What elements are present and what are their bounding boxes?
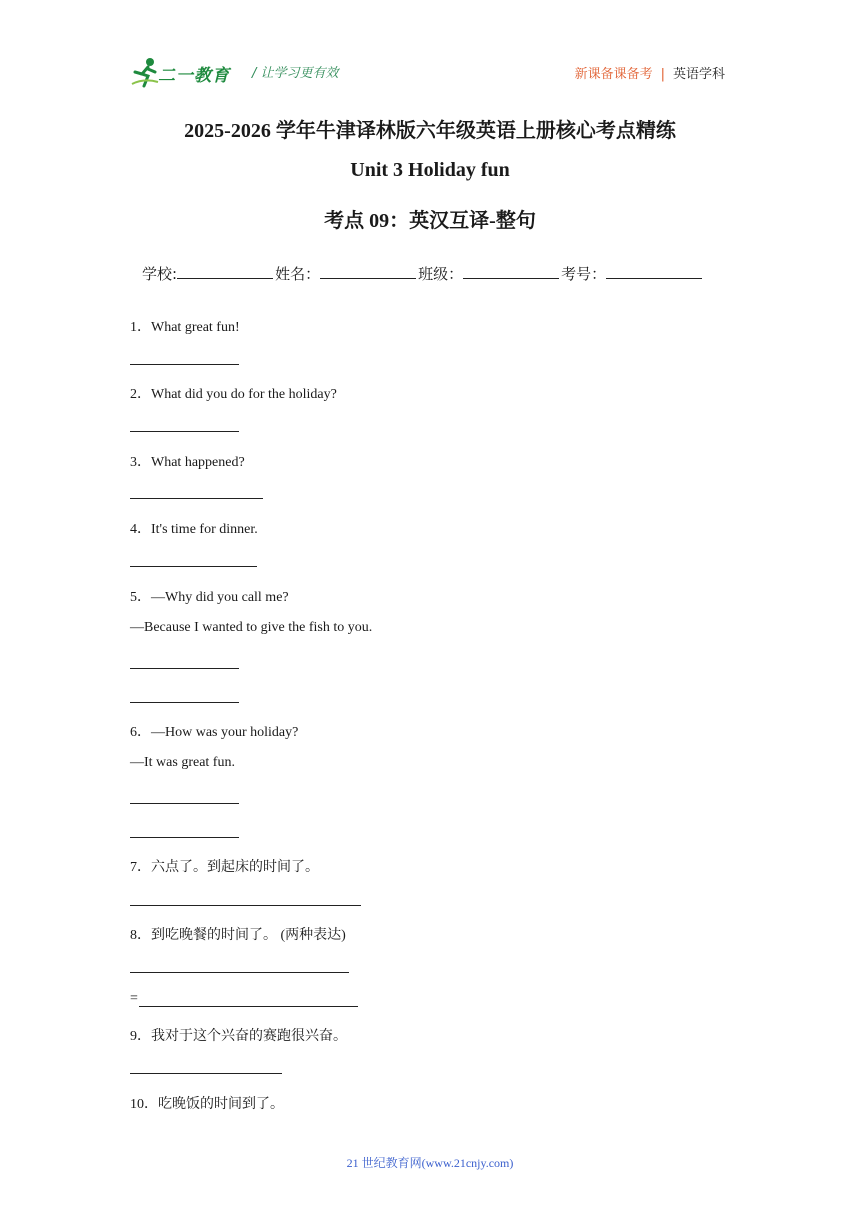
question-7: 7．六点了。到起床的时间了。 (130, 860, 319, 875)
topic-title: 考点 09：英汉互译-整句 (324, 210, 536, 232)
logo (130, 56, 242, 90)
logo-text: 二一教育 (158, 66, 230, 86)
answer-line-5b[interactable] (130, 702, 239, 703)
question-3: 3．What happened? (130, 455, 245, 470)
answer-line-8a[interactable] (130, 972, 349, 973)
question-1: 1．What great fun! (130, 320, 240, 335)
question-8: 8．到吃晚餐的时间了。 (两种表达) (130, 928, 346, 943)
student-info-line (142, 263, 704, 284)
school-label: 学校: (142, 265, 178, 283)
slogan: / 让学习更有效 (252, 66, 339, 81)
question-6-reply: —It was great fun. (130, 755, 235, 770)
answer-line-9[interactable] (130, 1073, 282, 1074)
answer-line-3[interactable] (130, 498, 263, 499)
name-label: 姓名： (275, 265, 321, 283)
unit-title: Unit 3 Holiday fun (350, 159, 510, 181)
question-4: 4．It's time for dinner. (130, 522, 258, 537)
number-label: 考号： (561, 265, 607, 283)
number-blank[interactable] (606, 264, 702, 279)
header-separator: | (660, 67, 665, 82)
answer-line-2[interactable] (130, 431, 239, 432)
page-footer: 21 世纪教育网(www.21cnjy.com) (346, 1156, 514, 1170)
answer-line-6a[interactable] (130, 803, 239, 804)
question-2: 2．What did you do for the holiday? (130, 387, 337, 402)
question-10: 10．吃晚饭的时间到了。 (130, 1097, 284, 1112)
runner-icon (130, 56, 160, 88)
question-5-reply: —Because I wanted to give the fish to you. (130, 620, 373, 635)
answer-line-4[interactable] (130, 566, 257, 567)
question-6: 6．—How was your holiday? (130, 725, 299, 740)
class-blank[interactable] (463, 264, 559, 279)
answer-line-8b[interactable] (139, 1006, 358, 1007)
answer-line-6b[interactable] (130, 837, 239, 838)
answer-line-5a[interactable] (130, 668, 239, 669)
name-blank[interactable] (320, 264, 416, 279)
class-label: 班级： (418, 265, 464, 283)
question-5: 5．—Why did you call me? (130, 590, 289, 605)
question-9: 9．我对于这个兴奋的赛跑很兴奋。 (130, 1029, 347, 1044)
answer-line-7[interactable] (130, 905, 361, 906)
header-tagline: 新课备课备考 (574, 67, 653, 82)
header-subject-label: 英语学科 (672, 67, 725, 82)
school-blank[interactable] (177, 264, 273, 279)
header-subject (575, 63, 725, 82)
page-title: 2025-2026 学年牛津译林版六年级英语上册核心考点精练 (184, 120, 676, 142)
page-header (130, 56, 725, 90)
equals-sign: = (130, 991, 138, 1006)
answer-line-1[interactable] (130, 364, 239, 365)
